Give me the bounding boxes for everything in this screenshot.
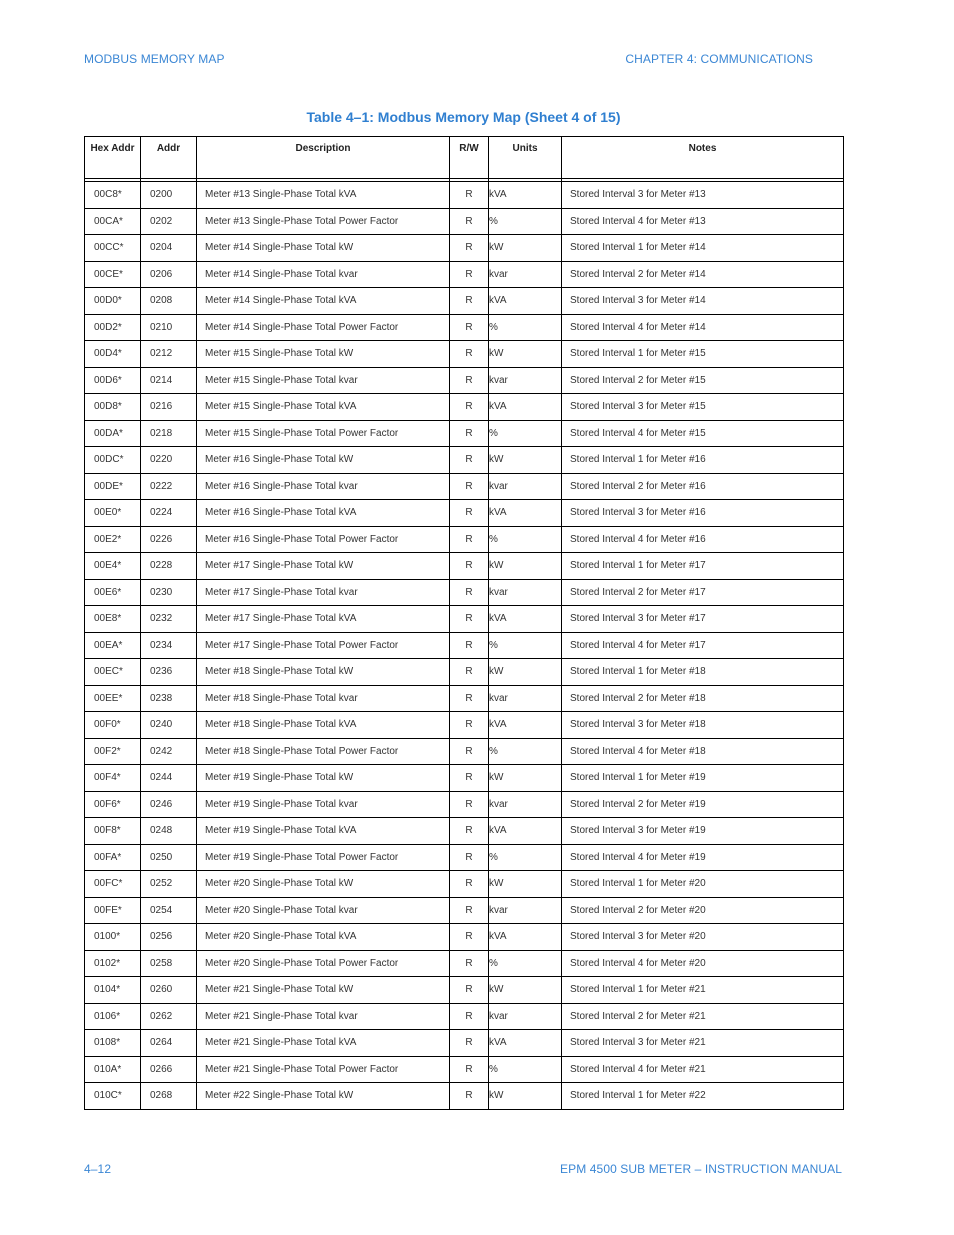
cell-hex-addr: 00D0* (85, 288, 141, 315)
manual-title: EPM 4500 SUB METER – INSTRUCTION MANUAL (560, 1162, 842, 1176)
cell-addr: 0236 (141, 659, 197, 686)
cell-description: Meter #20 Single-Phase Total Power Factor (197, 950, 450, 977)
col-header-rw: R/W (450, 137, 489, 179)
cell-units: kVA (489, 394, 562, 421)
cell-description: Meter #21 Single-Phase Total kW (197, 977, 450, 1004)
cell-hex-addr: 00FE* (85, 897, 141, 924)
cell-addr: 0262 (141, 1003, 197, 1030)
cell-description: Meter #16 Single-Phase Total Power Factor (197, 526, 450, 553)
cell-units: % (489, 420, 562, 447)
table-row (85, 288, 844, 315)
cell-units: kvar (489, 473, 562, 500)
cell-notes: Stored Interval 1 for Meter #15 (562, 341, 844, 368)
col-header-description: Description (197, 137, 450, 179)
cell-units: kVA (489, 182, 562, 209)
cell-notes: Stored Interval 2 for Meter #20 (562, 897, 844, 924)
cell-rw: R (450, 314, 489, 341)
cell-units: kvar (489, 685, 562, 712)
cell-description: Meter #16 Single-Phase Total kvar (197, 473, 450, 500)
cell-description: Meter #18 Single-Phase Total kW (197, 659, 450, 686)
cell-units: kW (489, 871, 562, 898)
table-row (85, 261, 844, 288)
cell-notes: Stored Interval 4 for Meter #14 (562, 314, 844, 341)
cell-hex-addr: 00D8* (85, 394, 141, 421)
cell-description: Meter #18 Single-Phase Total Power Factor (197, 738, 450, 765)
cell-description: Meter #16 Single-Phase Total kVA (197, 500, 450, 527)
running-header-chapter: CHAPTER 4: COMMUNICATIONS (625, 52, 813, 66)
cell-addr: 0230 (141, 579, 197, 606)
cell-hex-addr: 00E8* (85, 606, 141, 633)
cell-notes: Stored Interval 4 for Meter #18 (562, 738, 844, 765)
cell-hex-addr: 010A* (85, 1056, 141, 1083)
cell-description: Meter #17 Single-Phase Total kvar (197, 579, 450, 606)
cell-description: Meter #13 Single-Phase Total Power Factor (197, 208, 450, 235)
cell-addr: 0244 (141, 765, 197, 792)
cell-hex-addr: 00CC* (85, 235, 141, 262)
cell-notes: Stored Interval 4 for Meter #21 (562, 1056, 844, 1083)
cell-notes: Stored Interval 1 for Meter #22 (562, 1083, 844, 1110)
table-row (85, 871, 844, 898)
cell-hex-addr: 00D4* (85, 341, 141, 368)
table-row (85, 1030, 844, 1057)
table-body (85, 182, 844, 1110)
cell-units: kVA (489, 606, 562, 633)
cell-units: kW (489, 1083, 562, 1110)
table-row (85, 791, 844, 818)
cell-hex-addr: 00D6* (85, 367, 141, 394)
cell-addr: 0214 (141, 367, 197, 394)
cell-hex-addr: 00FC* (85, 871, 141, 898)
cell-addr: 0204 (141, 235, 197, 262)
cell-description: Meter #15 Single-Phase Total Power Factor (197, 420, 450, 447)
cell-hex-addr: 00FA* (85, 844, 141, 871)
cell-rw: R (450, 871, 489, 898)
cell-units: kVA (489, 712, 562, 739)
cell-addr: 0232 (141, 606, 197, 633)
cell-units: kW (489, 553, 562, 580)
running-header-section: MODBUS MEMORY MAP (84, 52, 225, 66)
cell-notes: Stored Interval 3 for Meter #20 (562, 924, 844, 951)
cell-notes: Stored Interval 4 for Meter #19 (562, 844, 844, 871)
cell-units: kW (489, 341, 562, 368)
cell-rw: R (450, 261, 489, 288)
cell-units: kW (489, 659, 562, 686)
cell-hex-addr: 00EC* (85, 659, 141, 686)
cell-description: Meter #22 Single-Phase Total kW (197, 1083, 450, 1110)
cell-description: Meter #21 Single-Phase Total kvar (197, 1003, 450, 1030)
cell-addr: 0246 (141, 791, 197, 818)
cell-hex-addr: 00DA* (85, 420, 141, 447)
table-row (85, 897, 844, 924)
cell-rw: R (450, 1056, 489, 1083)
cell-hex-addr: 0108* (85, 1030, 141, 1057)
cell-description: Meter #19 Single-Phase Total Power Factor (197, 844, 450, 871)
cell-hex-addr: 00F2* (85, 738, 141, 765)
cell-rw: R (450, 526, 489, 553)
cell-description: Meter #14 Single-Phase Total kVA (197, 288, 450, 315)
table-row (85, 844, 844, 871)
cell-addr: 0254 (141, 897, 197, 924)
cell-units: kVA (489, 924, 562, 951)
cell-notes: Stored Interval 4 for Meter #15 (562, 420, 844, 447)
cell-notes: Stored Interval 4 for Meter #13 (562, 208, 844, 235)
cell-rw: R (450, 632, 489, 659)
cell-rw: R (450, 288, 489, 315)
cell-hex-addr: 00E6* (85, 579, 141, 606)
cell-units: kvar (489, 367, 562, 394)
cell-units: kVA (489, 500, 562, 527)
cell-units: kVA (489, 288, 562, 315)
cell-hex-addr: 00F4* (85, 765, 141, 792)
cell-description: Meter #15 Single-Phase Total kvar (197, 367, 450, 394)
cell-rw: R (450, 235, 489, 262)
cell-description: Meter #19 Single-Phase Total kvar (197, 791, 450, 818)
cell-units: kvar (489, 261, 562, 288)
table-title: Table 4–1: Modbus Memory Map (Sheet 4 of 15) (306, 109, 621, 125)
col-header-notes: Notes (562, 137, 844, 179)
cell-description: Meter #18 Single-Phase Total kvar (197, 685, 450, 712)
table-row (85, 950, 844, 977)
cell-units: % (489, 950, 562, 977)
cell-addr: 0200 (141, 182, 197, 209)
table-row (85, 182, 844, 209)
cell-description: Meter #17 Single-Phase Total kW (197, 553, 450, 580)
cell-rw: R (450, 659, 489, 686)
cell-notes: Stored Interval 4 for Meter #16 (562, 526, 844, 553)
cell-addr: 0206 (141, 261, 197, 288)
table-row (85, 712, 844, 739)
cell-description: Meter #20 Single-Phase Total kW (197, 871, 450, 898)
cell-notes: Stored Interval 1 for Meter #14 (562, 235, 844, 262)
cell-units: kW (489, 235, 562, 262)
cell-addr: 0266 (141, 1056, 197, 1083)
cell-units: % (489, 738, 562, 765)
cell-hex-addr: 0100* (85, 924, 141, 951)
table-row (85, 1083, 844, 1110)
table-row (85, 1056, 844, 1083)
cell-rw: R (450, 473, 489, 500)
cell-addr: 0252 (141, 871, 197, 898)
cell-rw: R (450, 897, 489, 924)
cell-rw: R (450, 791, 489, 818)
cell-description: Meter #19 Single-Phase Total kW (197, 765, 450, 792)
cell-description: Meter #18 Single-Phase Total kVA (197, 712, 450, 739)
cell-hex-addr: 00F0* (85, 712, 141, 739)
cell-rw: R (450, 844, 489, 871)
cell-notes: Stored Interval 3 for Meter #19 (562, 818, 844, 845)
cell-rw: R (450, 341, 489, 368)
cell-notes: Stored Interval 2 for Meter #16 (562, 473, 844, 500)
table-row (85, 235, 844, 262)
table-row (85, 208, 844, 235)
cell-rw: R (450, 738, 489, 765)
cell-rw: R (450, 447, 489, 474)
cell-addr: 0226 (141, 526, 197, 553)
cell-notes: Stored Interval 3 for Meter #14 (562, 288, 844, 315)
cell-description: Meter #15 Single-Phase Total kVA (197, 394, 450, 421)
cell-units: % (489, 526, 562, 553)
table-row (85, 553, 844, 580)
cell-hex-addr: 00EE* (85, 685, 141, 712)
cell-units: kW (489, 447, 562, 474)
cell-description: Meter #14 Single-Phase Total kvar (197, 261, 450, 288)
cell-hex-addr: 00F8* (85, 818, 141, 845)
cell-notes: Stored Interval 3 for Meter #17 (562, 606, 844, 633)
cell-addr: 0238 (141, 685, 197, 712)
table-row (85, 659, 844, 686)
cell-notes: Stored Interval 1 for Meter #21 (562, 977, 844, 1004)
page-number: 4–12 (84, 1162, 112, 1176)
cell-rw: R (450, 1030, 489, 1057)
cell-hex-addr: 00C8* (85, 182, 141, 209)
cell-units: kW (489, 977, 562, 1004)
cell-rw: R (450, 500, 489, 527)
cell-notes: Stored Interval 2 for Meter #14 (562, 261, 844, 288)
cell-addr: 0250 (141, 844, 197, 871)
cell-units: % (489, 632, 562, 659)
cell-description: Meter #21 Single-Phase Total Power Factor (197, 1056, 450, 1083)
cell-addr: 0256 (141, 924, 197, 951)
cell-units: kVA (489, 1030, 562, 1057)
cell-notes: Stored Interval 4 for Meter #20 (562, 950, 844, 977)
cell-addr: 0260 (141, 977, 197, 1004)
cell-addr: 0224 (141, 500, 197, 527)
cell-addr: 0202 (141, 208, 197, 235)
cell-notes: Stored Interval 2 for Meter #18 (562, 685, 844, 712)
col-header-units: Units (489, 137, 562, 179)
cell-notes: Stored Interval 2 for Meter #17 (562, 579, 844, 606)
cell-units: % (489, 844, 562, 871)
col-header-hex-addr: Hex Addr (85, 137, 141, 179)
cell-rw: R (450, 712, 489, 739)
cell-notes: Stored Interval 3 for Meter #16 (562, 500, 844, 527)
cell-addr: 0258 (141, 950, 197, 977)
cell-description: Meter #14 Single-Phase Total Power Factor (197, 314, 450, 341)
cell-addr: 0248 (141, 818, 197, 845)
cell-units: kW (489, 765, 562, 792)
table-row (85, 447, 844, 474)
cell-rw: R (450, 977, 489, 1004)
cell-addr: 0208 (141, 288, 197, 315)
table-row (85, 526, 844, 553)
cell-units: kvar (489, 579, 562, 606)
table-row (85, 579, 844, 606)
cell-description: Meter #19 Single-Phase Total kVA (197, 818, 450, 845)
cell-description: Meter #17 Single-Phase Total kVA (197, 606, 450, 633)
cell-addr: 0220 (141, 447, 197, 474)
cell-hex-addr: 00CA* (85, 208, 141, 235)
cell-rw: R (450, 367, 489, 394)
cell-units: kvar (489, 1003, 562, 1030)
table-row (85, 685, 844, 712)
table-row (85, 606, 844, 633)
cell-hex-addr: 00E4* (85, 553, 141, 580)
cell-notes: Stored Interval 1 for Meter #16 (562, 447, 844, 474)
cell-addr: 0218 (141, 420, 197, 447)
cell-units: kvar (489, 897, 562, 924)
cell-description: Meter #13 Single-Phase Total kVA (197, 182, 450, 209)
cell-rw: R (450, 553, 489, 580)
cell-rw: R (450, 579, 489, 606)
cell-units: kVA (489, 818, 562, 845)
table-row (85, 977, 844, 1004)
cell-rw: R (450, 208, 489, 235)
cell-rw: R (450, 1083, 489, 1110)
cell-addr: 0234 (141, 632, 197, 659)
cell-units: % (489, 314, 562, 341)
cell-rw: R (450, 765, 489, 792)
cell-units: % (489, 1056, 562, 1083)
cell-notes: Stored Interval 1 for Meter #17 (562, 553, 844, 580)
cell-rw: R (450, 394, 489, 421)
table-row (85, 818, 844, 845)
cell-hex-addr: 0106* (85, 1003, 141, 1030)
cell-description: Meter #14 Single-Phase Total kW (197, 235, 450, 262)
cell-addr: 0212 (141, 341, 197, 368)
cell-hex-addr: 0102* (85, 950, 141, 977)
cell-addr: 0268 (141, 1083, 197, 1110)
cell-addr: 0222 (141, 473, 197, 500)
table-row (85, 924, 844, 951)
table-row (85, 341, 844, 368)
cell-hex-addr: 00DE* (85, 473, 141, 500)
cell-addr: 0228 (141, 553, 197, 580)
cell-hex-addr: 0104* (85, 977, 141, 1004)
table-row (85, 738, 844, 765)
cell-hex-addr: 00E2* (85, 526, 141, 553)
cell-addr: 0210 (141, 314, 197, 341)
cell-description: Meter #21 Single-Phase Total kVA (197, 1030, 450, 1057)
cell-notes: Stored Interval 1 for Meter #19 (562, 765, 844, 792)
cell-hex-addr: 00EA* (85, 632, 141, 659)
col-header-addr: Addr (141, 137, 197, 179)
cell-hex-addr: 010C* (85, 1083, 141, 1110)
table-row (85, 632, 844, 659)
cell-hex-addr: 00D2* (85, 314, 141, 341)
cell-notes: Stored Interval 2 for Meter #21 (562, 1003, 844, 1030)
cell-rw: R (450, 420, 489, 447)
cell-rw: R (450, 606, 489, 633)
cell-hex-addr: 00CE* (85, 261, 141, 288)
table-row (85, 765, 844, 792)
cell-rw: R (450, 1003, 489, 1030)
table-row (85, 394, 844, 421)
cell-addr: 0216 (141, 394, 197, 421)
table-row (85, 367, 844, 394)
cell-notes: Stored Interval 3 for Meter #15 (562, 394, 844, 421)
cell-notes: Stored Interval 3 for Meter #13 (562, 182, 844, 209)
cell-rw: R (450, 924, 489, 951)
cell-addr: 0240 (141, 712, 197, 739)
cell-addr: 0264 (141, 1030, 197, 1057)
cell-notes: Stored Interval 1 for Meter #18 (562, 659, 844, 686)
cell-rw: R (450, 818, 489, 845)
cell-description: Meter #15 Single-Phase Total kW (197, 341, 450, 368)
cell-rw: R (450, 950, 489, 977)
cell-rw: R (450, 685, 489, 712)
cell-description: Meter #20 Single-Phase Total kvar (197, 897, 450, 924)
cell-description: Meter #20 Single-Phase Total kVA (197, 924, 450, 951)
modbus-memory-map-table (84, 136, 844, 1110)
cell-notes: Stored Interval 2 for Meter #15 (562, 367, 844, 394)
table-row (85, 420, 844, 447)
cell-hex-addr: 00E0* (85, 500, 141, 527)
cell-notes: Stored Interval 2 for Meter #19 (562, 791, 844, 818)
cell-addr: 0242 (141, 738, 197, 765)
cell-notes: Stored Interval 1 for Meter #20 (562, 871, 844, 898)
cell-description: Meter #17 Single-Phase Total Power Factor (197, 632, 450, 659)
table-row (85, 1003, 844, 1030)
cell-notes: Stored Interval 4 for Meter #17 (562, 632, 844, 659)
table-row (85, 500, 844, 527)
cell-description: Meter #16 Single-Phase Total kW (197, 447, 450, 474)
table-row (85, 473, 844, 500)
cell-notes: Stored Interval 3 for Meter #18 (562, 712, 844, 739)
cell-rw: R (450, 182, 489, 209)
cell-notes: Stored Interval 3 for Meter #21 (562, 1030, 844, 1057)
cell-hex-addr: 00DC* (85, 447, 141, 474)
table-row (85, 314, 844, 341)
cell-hex-addr: 00F6* (85, 791, 141, 818)
cell-units: % (489, 208, 562, 235)
table-header-row (85, 137, 844, 179)
cell-units: kvar (489, 791, 562, 818)
